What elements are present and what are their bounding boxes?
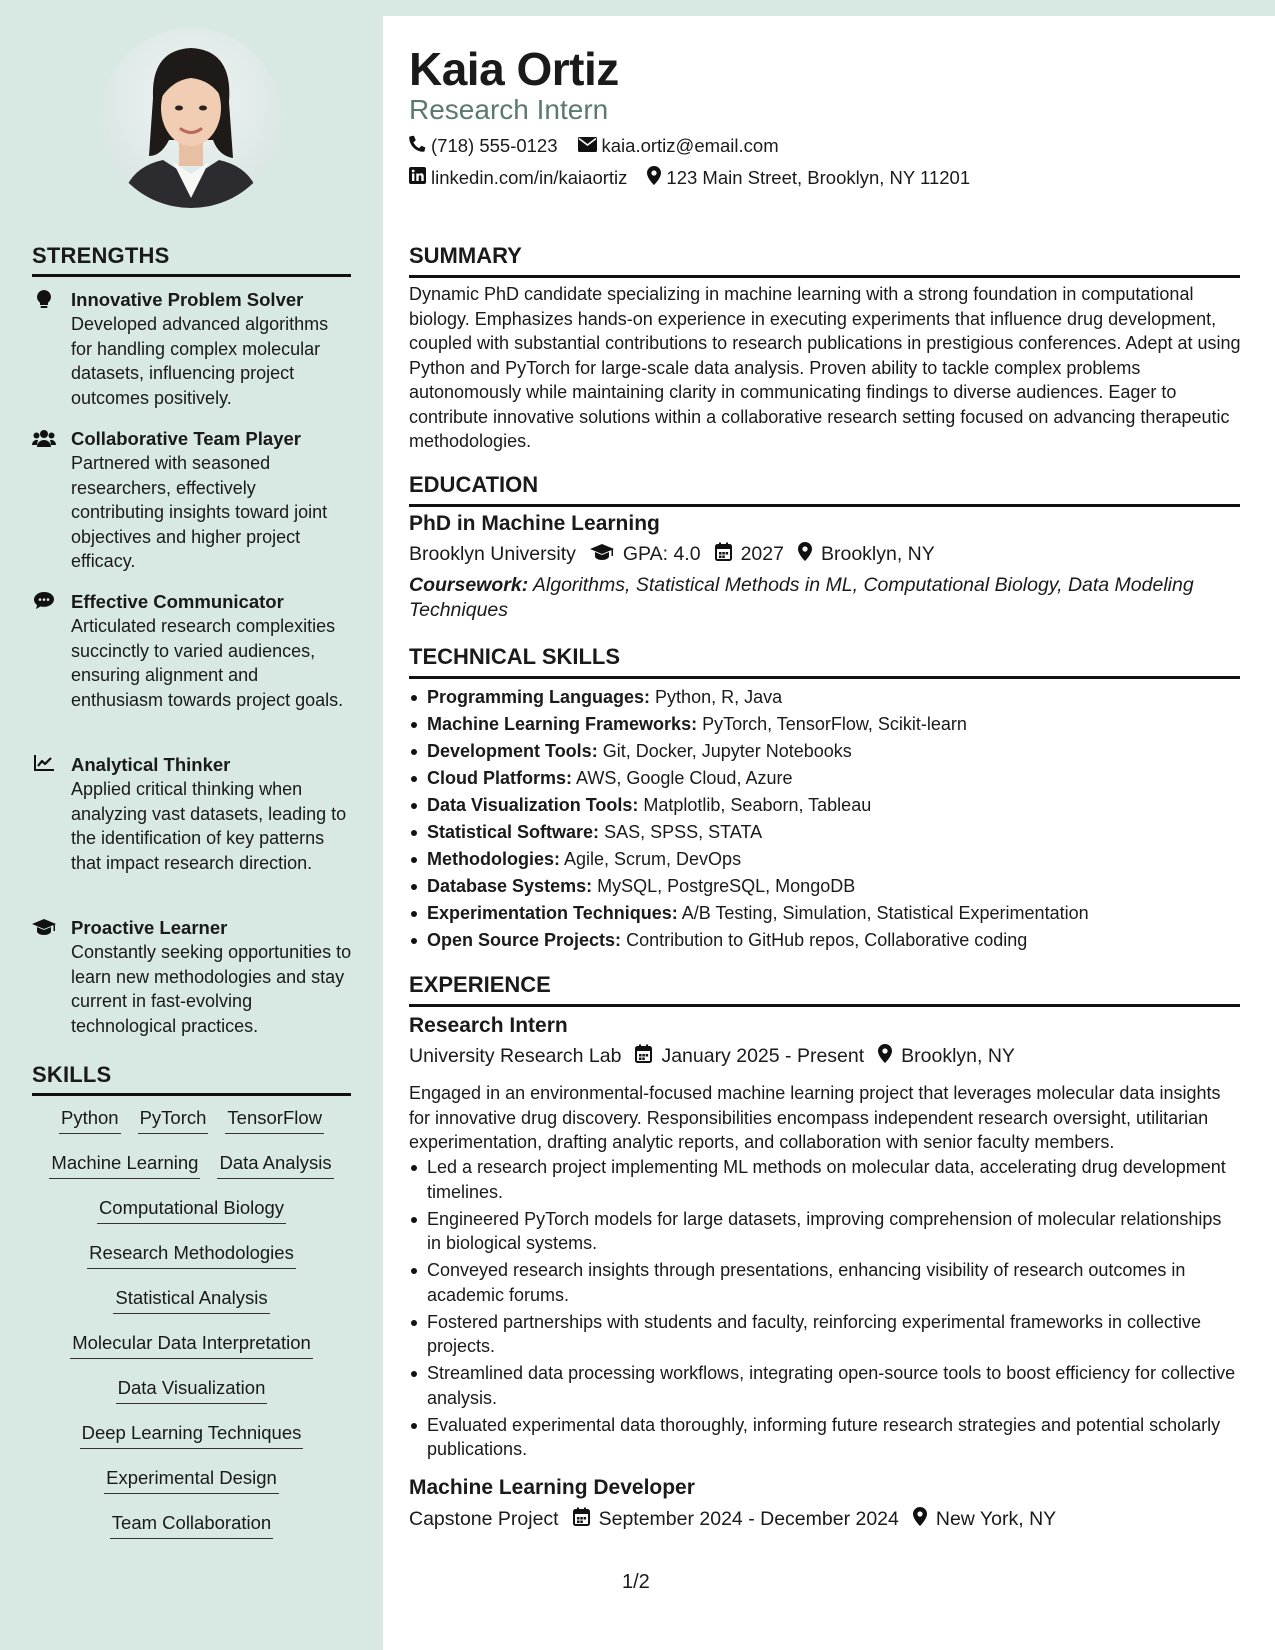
list-item: Evaluated experimental data thoroughly, informing future research strategies and potential scholarly publications. xyxy=(409,1413,1239,1462)
skill-category: Data Visualization Tools: xyxy=(427,795,639,815)
skill-category: Methodologies: xyxy=(427,849,560,869)
skill-tag: Data Visualization xyxy=(116,1376,268,1404)
contact-row-2 xyxy=(409,166,970,190)
skill-category: Machine Learning Frameworks: xyxy=(427,714,698,734)
list-item xyxy=(409,819,1239,846)
contact-row-1 xyxy=(409,135,779,157)
skill-tag: Computational Biology xyxy=(97,1196,286,1224)
skill-tag: Experimental Design xyxy=(104,1466,279,1494)
skill-category: Experimentation Techniques: xyxy=(427,903,678,923)
skill-tag: Data Analysis xyxy=(217,1151,333,1179)
list-item xyxy=(409,738,1239,765)
skill-category: Database Systems: xyxy=(427,876,593,896)
skill-values: A/B Testing, Simulation, Statistical Experimentation xyxy=(681,903,1089,923)
education-meta xyxy=(409,542,949,567)
strength-item xyxy=(32,753,352,875)
strength-item xyxy=(32,427,352,574)
skill-values: MySQL, PostgreSQL, MongoDB xyxy=(597,876,856,896)
location-pin-icon xyxy=(878,1044,892,1069)
skill-tag: Research Methodologies xyxy=(87,1241,296,1269)
strength-item xyxy=(32,590,352,712)
job-dates: January 2025 - Present xyxy=(661,1045,865,1067)
list-item xyxy=(409,846,1239,873)
skill-values: SAS, SPSS, STATA xyxy=(604,822,763,842)
job-description: Engaged in an environmental-focused machine learning project that leverages molecular data insights for innovative drug discovery. Responsibilities encompass independent research oversight, utilitarian experimentation, drafting analytic reports, and collaboration with senior faculty members. xyxy=(409,1083,1221,1152)
list-item xyxy=(409,792,1239,819)
strength-desc: Constantly seeking opportunities to learn new methodologies and stay current in fast-evolving technological practices. xyxy=(71,942,352,1036)
job-org: University Research Lab xyxy=(409,1045,622,1067)
strength-desc: Articulated research complexities succinctly to varied audiences, ensuring alignment and enthusiasm towards project goals. xyxy=(71,616,344,710)
list-item xyxy=(409,873,1239,900)
calendar-icon xyxy=(573,1507,590,1532)
page-number: 1/2 xyxy=(622,1571,650,1593)
skill-values: PyTorch, TensorFlow, Scikit-learn xyxy=(702,714,967,734)
skill-tag: TensorFlow xyxy=(225,1106,324,1134)
skill-category: Open Source Projects: xyxy=(427,930,622,950)
skill-category: Programming Languages: xyxy=(427,687,651,707)
strength-title: Innovative Problem Solver xyxy=(71,289,304,310)
candidate-role: Research Intern xyxy=(409,94,609,125)
job-location: Brooklyn, NY xyxy=(901,1045,1015,1067)
graduation-year: 2027 xyxy=(740,543,784,565)
job-dates: September 2024 - December 2024 xyxy=(598,1508,899,1530)
list-item xyxy=(409,711,1239,738)
skill-values: Contribution to GitHub repos, Collaborative coding xyxy=(626,930,1028,950)
experience-heading: EXPERIENCE xyxy=(409,972,1240,1007)
list-item: Fostered partnerships with students and faculty, reinforcing experimental frameworks in collective projects. xyxy=(409,1310,1239,1359)
skill-tag: Molecular Data Interpretation xyxy=(70,1331,313,1359)
skill-row xyxy=(97,1196,286,1241)
list-item: Engineered PyTorch models for large datasets, improving comprehension of molecular relationships in biological systems. xyxy=(409,1207,1239,1256)
school-name: Brooklyn University xyxy=(409,543,576,565)
users-icon xyxy=(32,429,56,451)
skill-row xyxy=(49,1151,333,1196)
list-item: Streamlined data processing workflows, integrating open-source tools to boost efficiency for collective analysis. xyxy=(409,1361,1239,1410)
skill-row xyxy=(80,1421,304,1466)
skill-tag: PyTorch xyxy=(138,1106,209,1134)
chat-bubble-icon xyxy=(32,592,56,614)
job-meta xyxy=(409,1507,1070,1532)
skill-values: AWS, Google Cloud, Azure xyxy=(576,768,793,788)
job-title: Research Intern xyxy=(409,1014,568,1037)
skill-values: Python, R, Java xyxy=(655,687,783,707)
phone-icon xyxy=(409,135,426,157)
list-item xyxy=(409,927,1239,954)
strength-item xyxy=(32,916,352,1038)
line-chart-icon xyxy=(32,755,56,777)
job-title: Machine Learning Developer xyxy=(409,1476,695,1499)
address: 123 Main Street, Brooklyn, NY 11201 xyxy=(666,167,971,188)
linkedin-link[interactable]: linkedin.com/in/kaiaortiz xyxy=(431,167,628,188)
skill-values: Agile, Scrum, DevOps xyxy=(564,849,742,869)
strength-item xyxy=(32,288,352,410)
education-heading: EDUCATION xyxy=(409,472,1240,507)
technical-skills-heading: TECHNICAL SKILLS xyxy=(409,644,1240,679)
strength-desc: Developed advanced algorithms for handling complex molecular datasets, influencing project outcomes positively. xyxy=(71,314,329,408)
email-icon xyxy=(578,135,597,157)
list-item xyxy=(409,765,1239,792)
skill-values: Matplotlib, Seaborn, Tableau xyxy=(643,795,872,815)
skill-row xyxy=(70,1331,313,1376)
location-pin-icon xyxy=(913,1507,927,1532)
skill-row xyxy=(113,1286,269,1331)
degree-title: PhD in Machine Learning xyxy=(409,512,660,535)
coursework xyxy=(409,573,1241,622)
list-item xyxy=(409,684,1239,711)
skills-list xyxy=(32,1106,351,1556)
candidate-name: Kaia Ortiz xyxy=(409,43,619,95)
linkedin-icon xyxy=(409,167,426,189)
skill-row xyxy=(59,1106,324,1151)
summary-text: Dynamic PhD candidate specializing in machine learning with a strong foundation in computational biology. Emphasizes hands-on experience in executing experiments that influence drug development, coupled with substantial contributions to research publications in prestigious conferences. Adept at using Python and PyTorch for large-scale data analysis. Proven ability to tackle complex problems autonomously while maintaining clarity in communicating findings to diverse audiences. Eager to contribute innovative solutions within a collaborative research setting focused on advancing therapeutic methodologies. xyxy=(409,284,1241,451)
skill-row xyxy=(110,1511,273,1556)
graduation-cap-icon xyxy=(590,543,614,567)
strength-desc: Applied critical thinking when analyzing vast datasets, leading to the identification of key patterns that impact research direction. xyxy=(71,779,347,873)
strength-title: Analytical Thinker xyxy=(71,754,231,775)
skill-row xyxy=(87,1241,296,1286)
strength-title: Effective Communicator xyxy=(71,591,284,612)
list-item: Conveyed research insights through presentations, enhancing visibility of research outcomes in academic forums. xyxy=(409,1258,1239,1307)
skill-values: Git, Docker, Jupyter Notebooks xyxy=(602,741,852,761)
technical-skills-list xyxy=(409,684,1239,954)
coursework-list: Algorithms, Statistical Methods in ML, Computational Biology, Data Modeling Techniques xyxy=(409,574,1194,621)
skill-row xyxy=(116,1376,268,1421)
strength-title: Proactive Learner xyxy=(71,917,228,938)
skill-row xyxy=(104,1466,279,1511)
job-location: New York, NY xyxy=(935,1508,1057,1530)
phone-number[interactable]: (718) 555-0123 xyxy=(431,135,558,156)
job-bullets xyxy=(409,1155,1239,1464)
calendar-icon xyxy=(635,1044,652,1069)
skill-category: Statistical Software: xyxy=(427,822,600,842)
lightbulb-icon xyxy=(32,290,56,312)
strength-desc: Partnered with seasoned researchers, effectively contributing insights toward joint objectives and higher project efficacy. xyxy=(71,453,328,571)
skill-tag: Machine Learning xyxy=(49,1151,200,1179)
graduation-cap-icon xyxy=(32,918,56,940)
skill-tag: Team Collaboration xyxy=(110,1511,273,1539)
job-org: Capstone Project xyxy=(409,1508,559,1530)
school-location: Brooklyn, NY xyxy=(820,543,935,565)
profile-photo xyxy=(101,28,281,208)
gpa: GPA: 4.0 xyxy=(622,543,701,565)
strength-title: Collaborative Team Player xyxy=(71,428,301,449)
job-meta xyxy=(409,1044,1029,1069)
location-pin-icon xyxy=(647,166,661,190)
coursework-label: Coursework: xyxy=(409,574,529,596)
list-item xyxy=(409,900,1239,927)
calendar-icon xyxy=(715,542,732,567)
skill-category: Development Tools: xyxy=(427,741,598,761)
email-link[interactable]: kaia.ortiz@email.com xyxy=(601,135,779,156)
skill-category: Cloud Platforms: xyxy=(427,768,573,788)
strengths-heading: STRENGTHS xyxy=(32,243,351,277)
summary-heading: SUMMARY xyxy=(409,243,1240,278)
list-item: Led a research project implementing ML methods on molecular data, accelerating drug development timelines. xyxy=(409,1155,1239,1204)
skills-heading: SKILLS xyxy=(32,1062,351,1096)
skill-tag: Deep Learning Techniques xyxy=(80,1421,304,1449)
skill-tag: Statistical Analysis xyxy=(113,1286,269,1314)
skill-tag: Python xyxy=(59,1106,121,1134)
location-pin-icon xyxy=(798,542,812,567)
